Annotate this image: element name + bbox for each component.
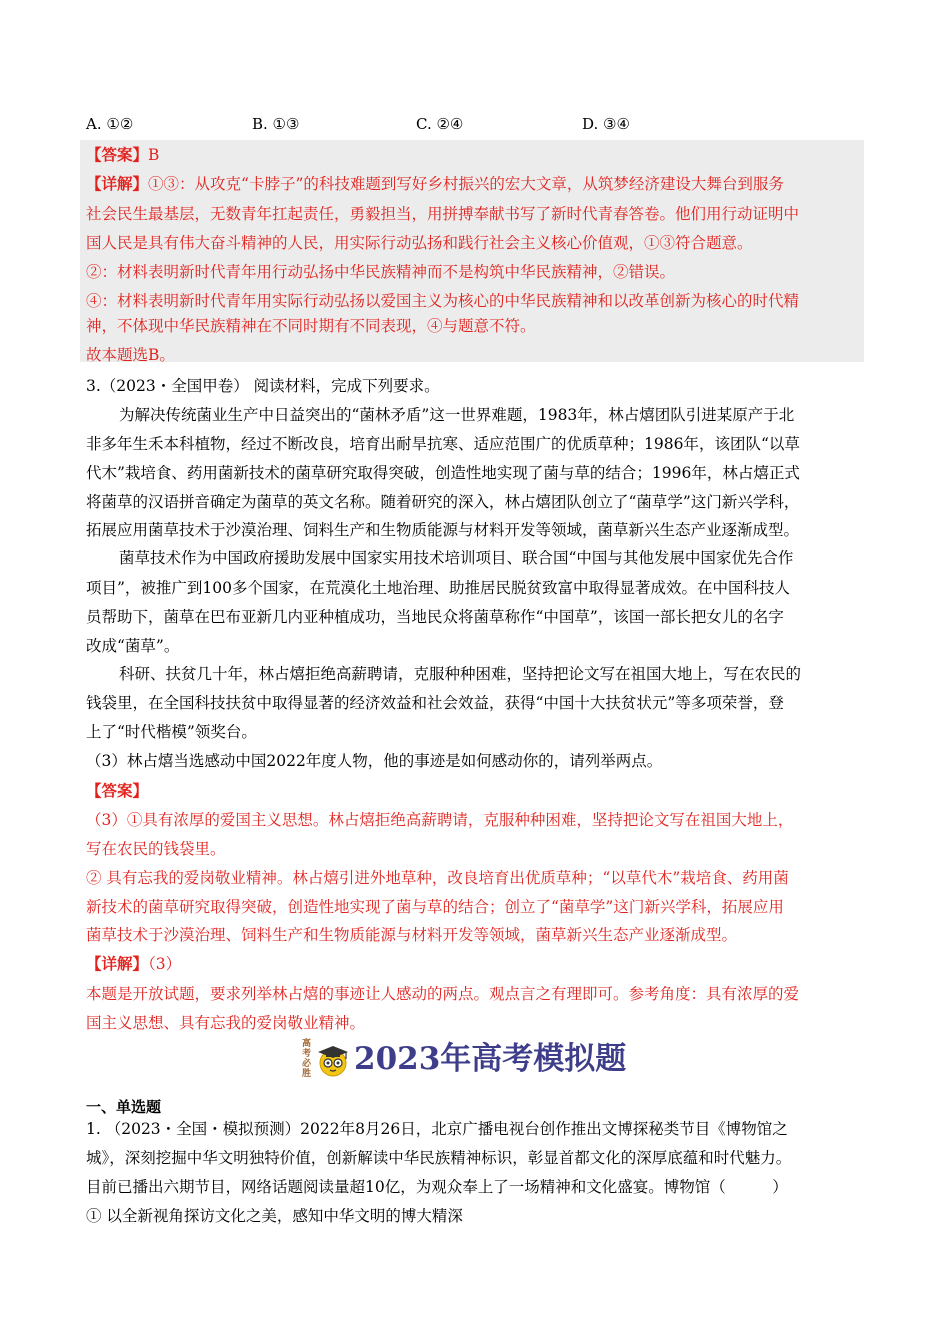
graduate-owl-icon [316,1043,350,1077]
option-a: A. ①② [86,115,134,133]
banner-side-text: 高考必胜 [302,1039,312,1079]
q3-material-line: 非多年生禾本科植物，经过不断改良，培育出耐旱抗寒、适应范围广的优质草种；1986年，该团队“以草 [86,435,800,453]
q3-material-line: 拓展应用菌草技术于沙漠治理、饲料生产和生物质能源与材料开发等领域，菌草新兴生态产业逐渐成型。 [86,521,800,539]
q3-detail-line [86,954,866,974]
option-c: C. ②④ [416,115,464,133]
q3-material-line: 代木”栽培食、药用菌新技术的菌草研究取得突破，创造性地实现了菌与草的结合；1996年，林占熺正式 [86,464,800,482]
q3-answer-tag: 【答案】 [86,781,149,800]
q3-material-line: 员帮助下，菌草在巴布亚新几内亚种植成功，当地民众将菌草称作“中国草”，该国一部长把女儿的名字 [86,608,784,626]
section-title: 一、单选题 [86,1098,162,1116]
q2-detail-line: ②：材料表明新时代青年用行动弘扬中华民族精神而不是构筑中华民族精神，②错误。 [86,263,676,281]
q3-detail-line: 国主义思想、具有忘我的爱岗敬业精神。 [86,1014,366,1032]
answer-options [86,115,866,137]
q3-answer-line: ② 具有忘我的爱岗敬业精神。林占熺引进外地草种，改良培育出优质草种；“以草代木”栽培食、药用菌 [86,869,789,887]
q1-choice-1: ① 以全新视角探访文化之美，感知中华文明的博大精深 [86,1207,463,1225]
detail-number: （3） [148,955,182,973]
q2-conclusion: 故本题选B。 [86,346,175,364]
answer-tag: 【答案】 [86,145,149,164]
option-b: B. ①③ [252,115,300,133]
mock-exam-banner [302,1035,642,1085]
q3-answer-line: 新技术的菌草研究取得突破，创造性地实现了菌与草的结合；创立了“菌草学”这门新兴学科，拓展应用 [86,898,784,916]
q3-material-line: 钱袋里，在全国科技扶贫中取得显著的经济效益和社会效益，获得“中国十大扶贫状元”等多项荣誉，登 [86,694,784,712]
q3-material-line: 菌草技术作为中国政府援助发展中国家实用技术培训项目、联合国“中国与其他发展中国家优先合作 [119,549,794,567]
q3-material-line: 为解决传统菌业生产中日益突出的“菌林矛盾”这一世界难题，1983年，林占熺团队引进某原产于北 [119,406,795,424]
q2-answer-line [86,145,866,165]
q3-detail-line: 本题是开放试题，要求列举林占熺的事迹让人感动的两点。观点言之有理即可。参考角度：具有浓厚的爱 [86,985,800,1003]
q3-question: （3）林占熺当选感动中国2022年度人物，他的事迹是如何感动你的，请列举两点。 [86,752,663,770]
detail-tag: 【详解】 [86,174,149,193]
q1-stem-line: 目前已播出六期节目，网络话题阅读量超10亿，为观众奉上了一场精神和文化盛宴。博物馆（ ） [86,1178,788,1196]
q3-material-line: 项目”，被推广到100多个国家，在荒漠化土地治理、助推居民脱贫致富中取得显著成效。在中国科技人 [86,579,791,597]
q3-answer-line: （3）①具有浓厚的爱国主义思想。林占熺拒绝高薪聘请，克服种种困难，坚持把论文写在祖国大地上， [86,811,794,829]
q3-material-line: 改成“菌草”。 [86,637,180,655]
q2-detail-line [86,174,866,194]
answer-value: B [148,146,160,164]
detail-text: ①③：从攻克“卡脖子”的科技难题到写好乡村振兴的宏大文章，从筑梦经济建设大舞台到服务 [148,175,784,193]
q1-stem-line: 城》，深刻挖掘中华文明独特价值，创新解读中华民族精神标识，彰显首都文化的深厚底蕴和时代魅力。 [86,1149,792,1167]
q3-header: 3.（2023・全国甲卷） 阅读材料，完成下列要求。 [86,377,440,395]
q1-stem-line: 1. （2023・全国・模拟预测）2022年8月26日，北京广播电视台创作推出文博探秘类节目《博物馆之 [86,1120,788,1138]
detail-tag: 【详解】 [86,954,149,973]
banner-title: 2023年高考模拟题 [354,1041,627,1077]
q2-detail-line: 国人民是具有伟大奋斗精神的人民，用实际行动弘扬和践行社会主义核心价值观，①③符合题意。 [86,234,753,252]
q3-answer-line: 菌草技术于沙漠治理、饲料生产和生物质能源与材料开发等领域，菌草新兴生态产业逐渐成型。 [86,926,738,944]
q3-answer-line: 写在农民的钱袋里。 [86,840,226,858]
q2-detail-line: ④：材料表明新时代青年用实际行动弘扬以爱国主义为核心的中华民族精神和以改革创新为核心的时代精 [86,292,800,310]
q3-material-line: 科研、扶贫几十年，林占熺拒绝高薪聘请，克服种种困难，坚持把论文写在祖国大地上，写在农民的 [119,665,802,683]
q2-detail-line: 神，不体现中华民族精神在不同时期有不同表现，④与题意不符。 [86,317,536,335]
q2-detail-line: 社会民生最基层，无数青年扛起责任，勇毅担当，用拼搏奉献书写了新时代青春答卷。他们用行动证明中 [86,205,800,223]
option-d: D. ③④ [582,115,630,133]
q3-material-line: 将菌草的汉语拼音确定为菌草的英文名称。随着研究的深入，林占熺团队创立了“菌草学”这门新兴学科， [86,493,800,511]
q3-material-line: 上了“时代楷模”领奖台。 [86,723,257,741]
